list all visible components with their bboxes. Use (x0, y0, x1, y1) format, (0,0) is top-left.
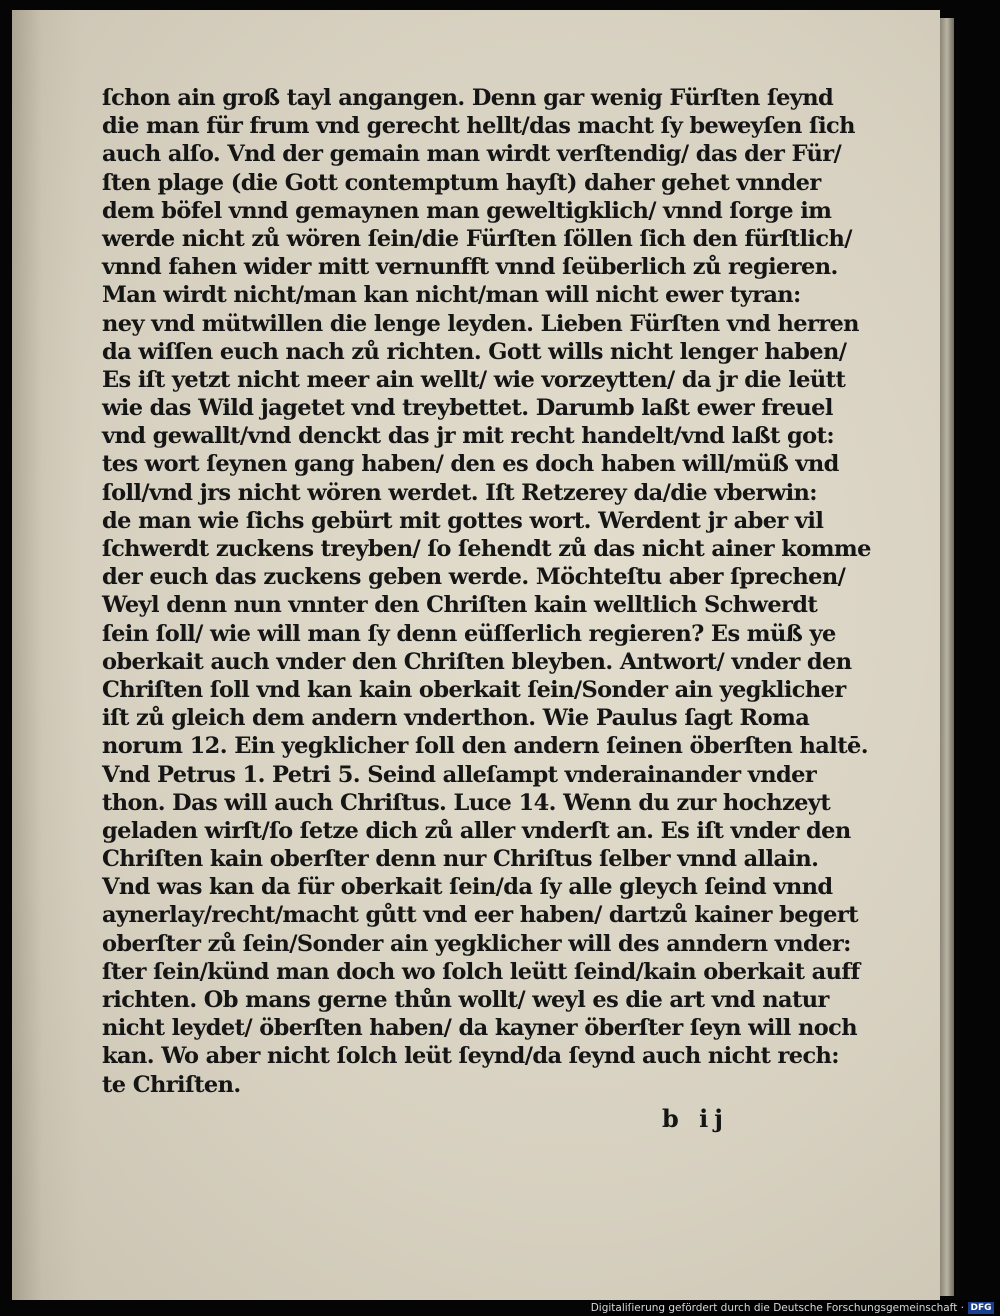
text-line: da wiſſen euch nach zů richten. Gott wills nicht lenger haben/ (102, 338, 847, 365)
text-line: Es iſt yetzt nicht meer ain wellt/ wie vorzeytten/ da jr die leütt (102, 366, 846, 393)
text-line: oberkait auch vnder den Chriſten bleyben. Antwort/ vnder den (102, 648, 852, 675)
text-line: norum 12. Ein yegklicher ſoll den andern ſeinen öberſten haltē. (102, 733, 868, 760)
text-line: der euch das zuckens geben werde. Möchteſtu aber ſprechen/ (102, 564, 846, 591)
text-line: thon. Das will auch Chriſtus. Luce 14. Wenn du zur hochzeyt (102, 789, 831, 816)
dfg-logo-icon: DFG (968, 1302, 994, 1314)
text-line: iſt zů gleich dem andern vnderthon. Wie Paulus ſagt Roma (102, 705, 810, 732)
text-line: Vnd Petrus 1. Petri 5. Seind alleſampt vnderainander vnder (102, 761, 817, 788)
text-line: dem böfel vnnd gemaynen man geweltigklich/ vnnd ſorge im (102, 197, 832, 224)
text-line: ſoll/vnd jrs nicht wören werdet. Iſt Retzerey da/die vberwin: (102, 479, 817, 506)
text-line: vnd gewallt/vnd denckt das jr mit recht handelt/vnd laßt got: (102, 423, 835, 450)
footer-credit: Digitaliſierung gefördert durch die Deutsche Forschungsgemeinschaft · (590, 1302, 964, 1314)
text-line: wie das Wild jagetet vnd treybettet. Darumb laßt ewer freuel (102, 395, 833, 422)
text-line: aynerlay/recht/macht gůtt vnd eer haben/ dartzů kainer begert (102, 902, 858, 929)
text-line: werde nicht zů wören ſein/die Fürſten ſöllen ſich den fürſtlich/ (102, 225, 852, 252)
page-text (102, 84, 871, 1099)
text-line: de man wie ſichs gebürt mit gottes wort. Werdent jr aber vil (102, 507, 824, 534)
text-line: ſein ſoll/ wie will man ſy denn eüſſerlich regieren? Es müß ye (102, 620, 836, 647)
text-line: nicht leydet/ öberſten haben/ da kayner öberſter ſeyn will noch (102, 1015, 857, 1042)
signature-mark: b ij (662, 1104, 729, 1133)
text-line: Vnd was kan da für oberkait ſein/da ſy alle gleych ſeind vnnd (102, 874, 833, 901)
text-line: kan. Wo aber nicht ſolch leüt ſeynd/da ſeynd auch nicht rech: (102, 1043, 840, 1070)
text-line: Man wirdt nicht/man kan nicht/man will nicht ewer tyran: (102, 282, 801, 309)
text-line: ſchon ain groß tayl angangen. Denn gar wenig Fürſten ſeynd (102, 85, 834, 111)
text-line: ney vnd mütwillen die lenge leyden. Lieben Fürſten vnd herren (102, 310, 859, 337)
text-line: ſten plage (die Gott contemptum hayſt) daher gehet vnnder (102, 169, 821, 196)
text-line: ſter ſein/künd man doch wo ſolch leütt ſeind/kain oberkait auff (102, 958, 860, 985)
text-line: tes wort ſeynen gang haben/ den es doch haben will/müß vnd (102, 451, 839, 478)
text-line: Chriſten kain oberſter denn nur Chriſtus ſelber vnnd allain. (102, 846, 819, 873)
text-line: richten. Ob mans gerne thůn wollt/ weyl es die art vnd natur (102, 987, 829, 1013)
text-line: Chriſten ſoll vnd kan kain oberkait ſein/Sonder ain yegklicher (102, 676, 846, 703)
text-line: te Chriſten. (102, 1071, 241, 1098)
text-line: vnnd fahen wider mitt vernunfft vnnd ſeüberlich zů regieren. (102, 254, 838, 281)
text-line: auch alſo. Vnd der gemain man wirdt verſtendig/ das der Für/ (102, 141, 842, 168)
text-line: geladen wirſt/ſo ſetze dich zů aller vnderſt an. Es iſt vnder den (102, 817, 851, 844)
text-line: die man für frum vnd gerecht hellt/das macht ſy beweyſen ſich (102, 113, 855, 140)
text-line: oberſter zů ſein/Sonder ain yegklicher will des anndern vnder: (102, 930, 851, 957)
text-line: ſchwerdt zuckens treyben/ ſo ſehendt zů das nicht ainer komme (102, 536, 871, 562)
page-edge (940, 18, 954, 1296)
text-line: Weyl denn nun vnnter den Chriſten kain welltlich Schwerdt (102, 592, 818, 619)
book-page (12, 10, 940, 1300)
